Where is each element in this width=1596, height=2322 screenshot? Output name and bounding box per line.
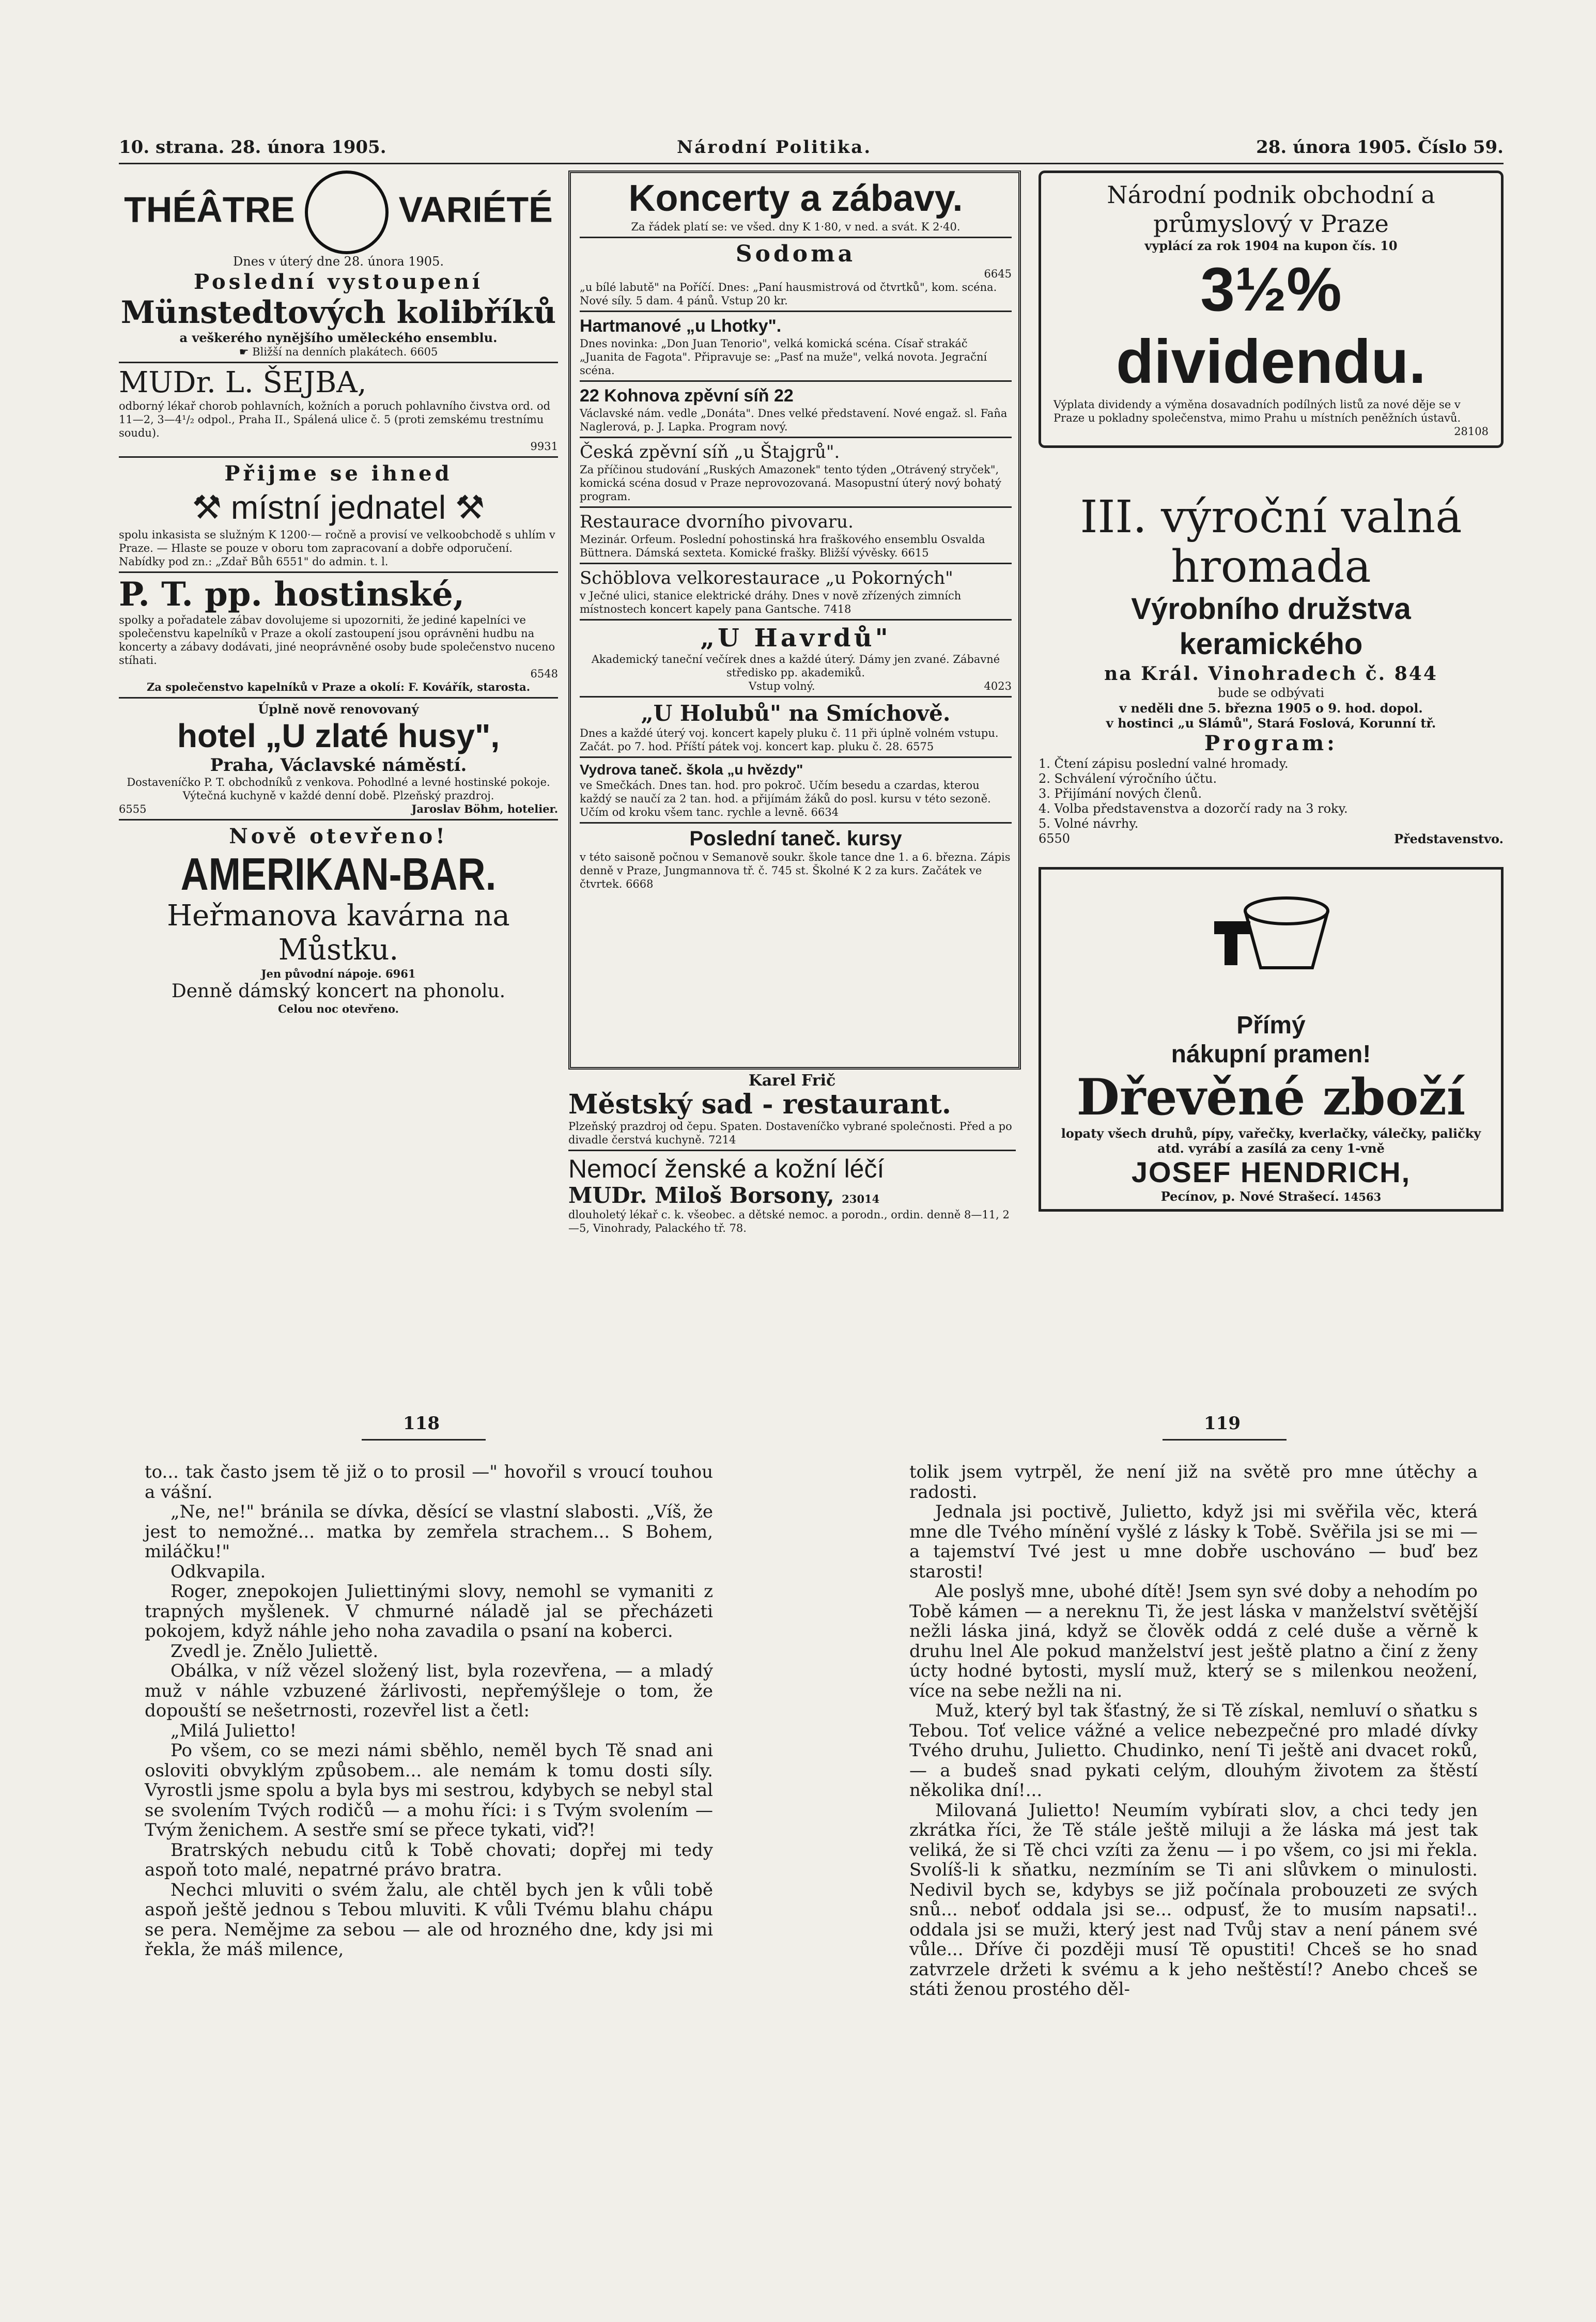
story-left (145, 1462, 713, 1960)
list-item: 1. Čtení zápisu poslední valné hromady. (1039, 756, 1289, 771)
agent-title: místní jednatel (230, 489, 446, 526)
doctor-ad (119, 366, 558, 453)
paragraph: Ale poslyš mne, ubohé dítě! Jsem syn své doby a nehodím po Tobě kámen — a nereknu Ti, že jest láska v manželství světější nežli láska jiná, když se člověk oddá z celé duše a věrně k druhu lnel Ale pokud manželství jest ještě platno a činí z ženy úcty hodné bytosti, myslí muž, který se s milenkou neožení, více na sebe nežli na ni. (909, 1581, 1478, 1701)
pt-text: spolky a pořadatele zábav dovolujeme si upozorniti, že jediné kapelníci ve společenstvu kapelníků v Praze a okolí zastoupení jsou oprávněni hudbu na koncerty a zábavy dodávati, jiné neoprávněné osoby bude společenstvo nuceno stíhati. (119, 614, 555, 667)
paragraph: to... tak často jsem tě již o to prosil —" hovořil s vroucí touhou a vášní. (145, 1462, 713, 1503)
meeting-when: v neděli dne 5. března 1905 o 9. hod. dopol. (1119, 701, 1423, 716)
dvorni-name: Restaurace dvorního pivovaru. (580, 512, 854, 532)
wood-text: lopaty všech druhů, pípy, vařečky, kverlačky, válečky, paličky atd. vyrábí a zasílá za ceny 1-vně (1061, 1126, 1481, 1156)
concerts-title: Koncerty a zábavy. (628, 178, 963, 219)
fric-num: 7214 (708, 1134, 736, 1146)
bank-ad (1039, 171, 1504, 448)
header-left: 10. strana. 28. února 1905. (119, 137, 386, 158)
nemoc-doctor: MUDr. Miloš Borsony, (568, 1183, 834, 1208)
paragraph: Zvedl je. Znělo Juliettě. (171, 1640, 379, 1662)
list-item: 3. Přijímání nových členů. (1039, 786, 1202, 801)
divider (119, 362, 558, 363)
wood-ad (1039, 867, 1504, 1212)
column-ads-3 (1039, 171, 1504, 1250)
theatre-date: Dnes v úterý dne 28. února 1905. (233, 254, 444, 269)
pt-sign: Za společenstvo kapelníků v Praze a okolí: F. Kovářík, starosta. (146, 680, 531, 693)
holubu-name: „U Holubů" na Smíchově. (641, 701, 951, 726)
divider (119, 571, 558, 573)
bank-big: 3½% dividendu. (1116, 255, 1426, 396)
wood-name: JOSEF HENDRICH, (1131, 1156, 1411, 1188)
dvorni-num: 6615 (901, 547, 929, 559)
hotel-pre: Úplně nově renovovaný (258, 702, 419, 717)
meeting-org: Výrobního družstva keramického (1131, 592, 1411, 661)
bar-ad (119, 824, 558, 1016)
theatre-title-right: VARIÉTÉ (398, 189, 553, 230)
theatre-headline: Poslední vystoupení (194, 270, 483, 294)
paragraph: Po všem, co se mezi námi sběhlo, neměl bych Tě snad ani osloviti obvyklým způsobem... ale nemám k tomu dosti síly. Vyrostli jsme spolu a byla bys mi sestrou, kdybych se nebyl stal se svolením Tvých rodičů — a mohu říci: i s Tvým svolením — Tvým ženichem. A sestře smí se přece tykati, viď?! (145, 1740, 713, 1840)
meeting-place: na Král. Vinohradech č. 844 (1104, 663, 1438, 685)
divider (119, 697, 558, 699)
bar-night: Celou noc otevřeno. (278, 1002, 399, 1015)
wooden-tap-icon (1209, 880, 1333, 1004)
bank-title: Národní podnik obchodní a průmyslový v Praze (1107, 181, 1435, 238)
divider (580, 437, 1012, 438)
schoebl-name: Schöblova velkorestaurace „u Pokorných" (580, 568, 953, 589)
hotel-place: Praha, Václavské náměstí. (210, 755, 467, 776)
divider (580, 756, 1012, 758)
kursy-name: Poslední taneč. kursy (689, 827, 902, 850)
paragraph: „Ne, ne!" bránila se dívka, děsící se vlastní slabosti. „Víš, že jest to nemožné... matka by zemřela strachem... S Bohem, miláčku!" (145, 1501, 713, 1562)
divider (362, 1439, 486, 1441)
nemoc-num: 23014 (842, 1193, 880, 1205)
havrdu-text: Akademický taneční večírek dnes a každé úterý. Dámy jen zvané. Zábavné středisko pp. akademiků. (591, 653, 1000, 679)
meeting-num: 6550 (1039, 831, 1071, 846)
dvorni-text: Mezinár. Orfeum. Poslední pohostinská hra fraškového ensemblu Osvalda Büttnera. Dámská sexteta. Komické frašky. Bližší vývěsky. (580, 533, 985, 559)
paragraph: Nechci mluviti o svém žalu, ale chtěl bych jen k vůli tobě aspoň ještě jednou s Tebou mluviti. K vůli Tvému blahu chápu se pera. Nemějme za sebou — ale od hrozného dne, kdy jsi mi řekla, že máš milence, (145, 1879, 713, 1960)
hartman-text: Dnes novinka: „Don Juan Tenorio", velká komická scéna. Císař strakáč „Juanita de Fagota". Připravuje se: „Pasť na muže", velká novota. Jegrační scéna. (580, 337, 987, 377)
sodoma-name: Sodoma (735, 241, 856, 267)
bank-num: 28108 (1454, 425, 1489, 438)
theatre-note: Bližší na denních plakátech. (252, 346, 407, 358)
hotel-title: hotel „U zlaté husy", (177, 717, 500, 754)
wood-place: Pecínov, p. Nové Strašecí. (1160, 1189, 1339, 1204)
header-right: 28. února 1905. Číslo 59. (1256, 137, 1504, 158)
divider (1163, 1439, 1287, 1441)
fric-title: Městský sad - restaurant. (568, 1089, 951, 1120)
divider (580, 506, 1012, 508)
paragraph: Obálka, v níž vězel složený list, byla rozevřena, — a mladý muž v náhle vzbuzené žárlivosti, nepřemýšleje o tom, že dopouští se nešetrnosti, rozevřel list a četl: (145, 1661, 713, 1721)
meeting-held: bude se odbývati (1217, 686, 1325, 700)
tools-icon: ⚒ (192, 489, 231, 526)
havrdu-entry: Vstup volný. (749, 680, 815, 692)
havrdu-name: „U Havrdů" (700, 624, 891, 653)
schoebl-text: v Ječné ulici, stanice elektrické dráhy. Dnes v nově zřízených zimních místnostech koncert kapely pana Gantsche. (580, 590, 962, 615)
header-center: Národní Politika. (677, 137, 872, 158)
doctor-desc: odborný lékař chorob pohlavních, kožních a poruch pohlavního čivstva ord. od 11—2, 3—4¹/₂ odpol., Praha II., Spálená ulice č. 5 (proti zemskému trestnímu soudu). (119, 400, 551, 439)
kohnova-text: Václavské nám. vedle „Donáta". Dnes velké představení. Nové engaž. sl. Fan̂a Naglerová, p. J. Lapka. Program nový. (580, 407, 1008, 433)
nemoc-text: dlouholetý lékař c. k. všeobec. a dětské nemoc. a porodn., ordin. denně 8—11, 2—5, Vinohrady, Palackého tř. 78. (568, 1209, 1010, 1234)
kursy-text: v této saisoně počnou v Semanově soukr. škole tance dne 1. a 6. března. Zápis denně v Praze, Jungmannova tř. č. 745 st. Školné K 2 za kurs. Začátek ve čtvrtek. (580, 851, 1011, 890)
pointing-hand-icon: ☛ (239, 346, 253, 358)
theatre-ad (119, 171, 558, 359)
wood-num: 14563 (1343, 1190, 1382, 1203)
bar-pre: Nově otevřeno! (229, 824, 448, 848)
pt-title: P. T. pp. hostinské, (119, 575, 465, 614)
tools-icon: ⚒ (446, 489, 485, 526)
fric-name: Karel Frič (748, 1072, 836, 1090)
list-item: 4. Volba představenstva a dozorčí rady na 3 roky. (1039, 801, 1348, 816)
bar-cafe: Heřmanova kavárna na Můstku. (167, 899, 510, 967)
divider (580, 237, 1012, 238)
list-item: 2. Schválení výročního účtu. (1039, 771, 1217, 786)
agent-text: spolu inkasista se služným K 1200·— ročně a provisí ve velkoobchodě s uhlím v Praze. — Hlaste se pouze v oboru tom zapracovaní a dobře odporučení. Nabídky pod zn.: „Zdař Bůh 6551" do admin. t. l. (119, 529, 555, 568)
paragraph: Muž, který byl tak šťastný, že si Tě získal, nemluví o sňatku s Tebou. Toť velice vážné a velice nebezpečné pro mladé dívky Tvého druhu, Julietto. Chudinko, není Ti ještě ani dvacet roků, — a budeš snad pykati celým, dlouhým životem za štěstí několika dní!... (909, 1700, 1478, 1801)
bar-sub: Jen původní nápoje. (261, 967, 382, 980)
wood-line2: nákupní pramen! (1171, 1041, 1371, 1068)
paragraph: Jednala jsi poctivě, Julietto, když jsi mi svěřila věc, která mne dle Tvého mínění vyšlé z lásky k Tobě. Svěřila jsi se mi — a tajemství Tvé jest u mne dobře uschováno — buď bez starosti! (909, 1501, 1478, 1582)
concerts-pricing: Za řádek platí se: ve všed. dny K 1·80, v ned. a svát. K 2·40. (631, 221, 960, 233)
paragraph: Bratrských nebudu citů k Tobě chovati; dopřej mi tedy aspoň toto malé, nepatrné právo bratra. (145, 1839, 713, 1880)
vydrova-num: 6634 (811, 806, 839, 818)
hotel-num: 6555 (119, 803, 147, 815)
meeting-title: III. výroční valná hromada (1080, 491, 1462, 593)
paragraph: Milovaná Julietto! Neumím vybírati slov, a chci tedy jen zkrátka říci, že Tě stále ještě miluji a že láska má jest tak veliká, že si Tě chci vzíti za ženu — i po všem, co jsi mi řekla. Svolíš-li k sňatku, nezmíním se Ti ani slůvkem o minulosti. Nedivil bych se, kdybys se již počínala probouzeti ze svých snů... neboť oddala jsi se... odpusť, že to musím napsati!.. oddala jsi se muži, který jest nad Tvůj stav a není pánem své vůle... Dříve či později musí Tě opustiti! Chceš se ho snad zatvrzele držeti k svému a k jeho neštěstí!? Anebo chceš se státi ženou prostého děl- (909, 1800, 1478, 2000)
kursy-num: 6668 (626, 878, 654, 890)
story-right (909, 1462, 1478, 2000)
page-number-right: 119 (1204, 1413, 1241, 1434)
page-number-left: 118 (403, 1413, 440, 1434)
sodoma-num: 6645 (984, 268, 1012, 280)
havrdu-num: 4023 (984, 680, 1012, 692)
bar-title: AMERIKAN-BAR. (180, 848, 497, 900)
hotel-text: Dostaveníčko P. T. obchodníků z venkova. Pohodlné a levné hostinské pokoje. Výtečná kuchyně v každé denní době. Plzeňský prazdroj. (127, 776, 550, 802)
divider (119, 456, 558, 458)
holubu-num: 6575 (906, 740, 934, 753)
paragraph: tolik jsem vytrpěl, že není již na světě pro mne útěchy a radosti. (909, 1462, 1478, 1503)
stajgr-name: Česká zpěvní síň „u Štajgrů". (580, 442, 840, 462)
divider (568, 1150, 1016, 1151)
pt-ad (119, 576, 558, 694)
meeting-sign: Představenstvo. (1393, 831, 1504, 846)
fric-text: Plzeňský prazdroj od čepu. Spaten. Dostaveníčko vybrané společnosti. Před a po divadle čerstvá kuchyně. (568, 1120, 1012, 1146)
column-ads-1 (119, 171, 558, 1250)
holubu-text: Dnes a každé úterý voj. koncert kapely pluku č. 11 při úplně volném vstupu. Začát. po 7. hod. Příští pátek voj. koncert kap. pluku č. 28. (580, 727, 999, 753)
meeting-items (1039, 756, 1504, 831)
divider (580, 311, 1012, 312)
list-item: 5. Volné návrhy. (1039, 816, 1139, 831)
hotel-owner: Jaroslav Böhm, hotelier. (411, 802, 558, 815)
divider (580, 696, 1012, 698)
theatre-num: 6605 (410, 346, 438, 358)
doctor-num: 9931 (530, 440, 558, 453)
theatre-name: Münstedtových kolibříků (120, 295, 556, 331)
divider (580, 380, 1012, 382)
theatre-sub: a veškerého nynějšího uměleckého ensemblu. (179, 330, 498, 345)
divider (119, 819, 558, 821)
page-header (119, 132, 1504, 164)
pt-num: 6548 (530, 668, 558, 680)
doctor-name: MUDr. L. ŠEJBA, (119, 366, 367, 399)
divider (580, 822, 1012, 824)
paragraph: Roger, znepokojen Juliettinými slovy, nemohl se vymaniti z trapných myšlenek. V chmurné náladě jal se přecházeti pokojem, když náhle jeho noha zavadila o psaní na koberci. (145, 1581, 713, 1642)
bar-concert: Denně dámský koncert na phonolu. (171, 981, 506, 1002)
vydrova-text: ve Smečkách. Dnes tan. hod. pro pokroč. Učím besedu a czardas, kterou každý se naučí za 2 tan. hod. a přijímám žáků do posl. kursu v této sezoně. Učím od kroku všem tanc. rychle a levně. (580, 779, 991, 818)
nemoc-title: Nemocí ženské a kožní léčí (568, 1154, 885, 1183)
paragraph: Odkvapila. (171, 1561, 266, 1582)
hartman-name: Hartmanové „u Lhotky". (580, 316, 782, 336)
theatre-title-left: THÉÂTRE (124, 189, 295, 230)
sodoma-text: „u bílé labutě" na Poříčí. Dnes: „Paní hausmistrová od čtvrtků", kom. scéna. Nové síly. 5 dam. 4 pánů. Vstup 20 kr. (580, 281, 997, 307)
bank-sub: vyplácí za rok 1904 na kupon čís. 10 (1144, 238, 1398, 253)
meeting-where: v hostinci „u Slámů", Stará Foslová, Korunní tř. (1106, 716, 1436, 731)
agent-headline: Přijme se ihned (224, 461, 453, 486)
schoebl-num: 7418 (824, 603, 851, 615)
kohnova-name: 22 Kohnova zpěvní síň 22 (580, 386, 794, 406)
bar-num: 6961 (385, 967, 416, 980)
divider (580, 619, 1012, 621)
paragraph: „Milá Julietto! (171, 1720, 297, 1741)
divider (580, 563, 1012, 564)
vydrova-name: Vydrova taneč. škola „u hvězdy" (580, 762, 803, 778)
wood-line1: Přímý (1236, 1012, 1306, 1039)
hotel-ad (119, 702, 558, 816)
clock-icon (305, 171, 389, 254)
wood-title: Dřevěné zboží (1076, 1068, 1466, 1126)
column-concerts (568, 171, 1023, 1250)
meeting-ad (1039, 492, 1504, 846)
meeting-prog-title: Program: (1204, 731, 1338, 755)
agent-ad (119, 461, 558, 568)
stajgr-text: Za příčinou studování „Ruských Amazonek" tento týden „Otrávený stryček", komická scéna dosud v Praze neprovozovaná. Masopustní úterý nový bohatý program. (580, 463, 1001, 503)
bank-text: Výplata dividendy a výměna dosavadních podílných listů za nové děje se v Praze u pokladny společenstva, mimo Prahu u místních peněžních ústavů. (1053, 398, 1461, 424)
